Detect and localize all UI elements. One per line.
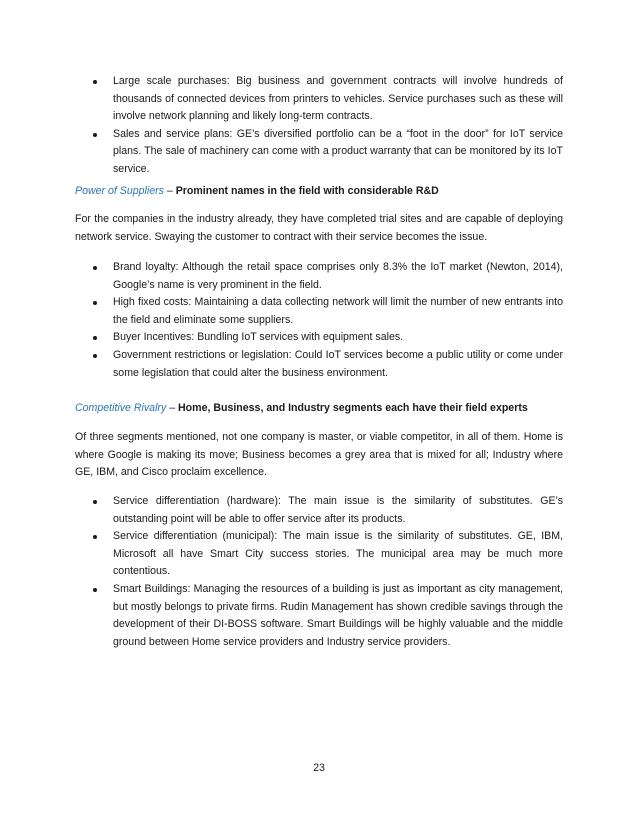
section-heading-competitive-rivalry — [75, 400, 565, 418]
list-item: Buyer Incentives: Bundling IoT services with equipment sales. — [113, 329, 563, 347]
list-item: Brand loyalty: Although the retail space comprises only 8.3% the IoT market (Newton, 2014), Google’s name is very prominent in the field. — [113, 259, 563, 294]
heading-text: Home, Business, and Industry segments each have their field experts — [178, 402, 528, 414]
list-item: Government restrictions or legislation: Could IoT services become a public utility or come under some legislation that could alter the business environment. — [113, 347, 563, 382]
heading-text: Prominent names in the field with considerable R&D — [175, 185, 439, 197]
heading-highlight: Competitive Rivalry — [75, 402, 167, 414]
bullet-list-suppliers — [113, 259, 563, 382]
heading-dash: – — [166, 402, 179, 414]
list-item: Sales and service plans: GE’s diversified portfolio can be a “foot in the door” for IoT service plans. The sale of machinery can come with a product warranty that can be monitored by its IoT service. — [113, 126, 563, 179]
list-item: Smart Buildings: Managing the resources of a building is just as important as city management, but mostly belongs to private firms. Rudin Management has shown credible savings through the development of their DI-BOSS software. Smart Buildings will be highly valuable and the middle ground between Home service providers and Industry service providers. — [113, 581, 563, 651]
section-heading-power-of-suppliers — [75, 183, 565, 201]
paragraph-suppliers: For the companies in the industry already, they have completed trial sites and are capable of deploying network service. Swaying the customer to contract with their service becomes the issue. — [75, 213, 563, 243]
bullet-list-rivalry — [113, 493, 563, 651]
bullet-list-purchases — [113, 73, 563, 179]
list-item: High fixed costs: Maintaining a data collecting network will limit the number of new entrants into the field and eliminate some suppliers. — [113, 294, 563, 329]
heading-dash: – — [163, 185, 176, 197]
paragraph-rivalry: Of three segments mentioned, not one company is master, or viable competitor, in all of them. Home is where Google is making its move; Business becomes a grey area that is mixed for all; Industry where GE, IBM, and Cisco proclaim excellence. — [75, 431, 563, 479]
page-number: 23 — [313, 762, 325, 774]
list-item: Service differentiation (hardware): The main issue is the similarity of substitutes. GE’s outstanding point will be able to offer service after its products. — [113, 493, 563, 528]
heading-highlight: Power of Suppliers — [75, 185, 164, 197]
list-item: Service differentiation (municipal): The main issue is the similarity of substitutes. GE, IBM, Microsoft all have Smart City success stories. The municipal area may be much more contentious. — [113, 528, 563, 581]
list-item: Large scale purchases: Big business and government contracts will involve hundreds of thousands of connected devices from printers to vehicles. Service purchases such as these will involve network planning and likely long-term contracts. — [113, 73, 563, 126]
